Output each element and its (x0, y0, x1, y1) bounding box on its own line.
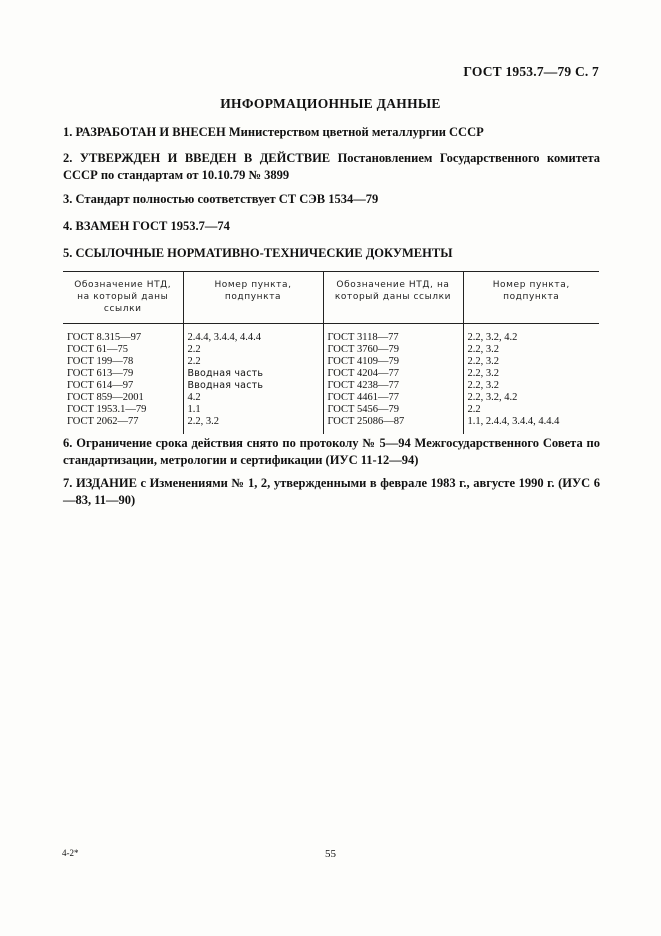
cell-ntd-right: ГОСТ 3760—79 (323, 344, 463, 356)
section-title: ИНФОРМАЦИОННЫЕ ДАННЫЕ (220, 96, 441, 111)
info-item-4: 4. ВЗАМЕН ГОСТ 1953.7—74 (63, 219, 230, 233)
cell-ntd-left: ГОСТ 859—2001 (63, 392, 183, 404)
cell-clause-right: 2.2, 3.2 (467, 356, 499, 367)
cell-ntd-left: ГОСТ 1953.1—79 (63, 404, 183, 416)
cell-clause-left: 2.2 (183, 344, 323, 356)
cell-clause-right: 1.1, 2.4.4, 3.4.4, 4.4.4 (467, 416, 560, 427)
cell-clause-right: 2.2, 3.2, 4.2 (467, 392, 518, 403)
cell-ntd-right: ГОСТ 25086—87 (323, 416, 463, 434)
cell-ntd-right: ГОСТ 4204—77 (323, 368, 463, 380)
col-header-ntd-right: Обозначение НТД, на который даны ссылки (323, 272, 463, 324)
cell-clause-right: 2.2, 3.2 (467, 344, 499, 355)
table-row (63, 392, 599, 404)
cell-clause-left: Вводная часть (183, 368, 323, 380)
cell-ntd-left: ГОСТ 8.315—97 (63, 324, 183, 345)
table-row (63, 344, 599, 356)
info-item-6: 6. Ограничение срока действия снято по протоколу № 5—94 Межгосударственного Совета по стандартизации, метрологии и сертификации (ИУС 11-12—94) (63, 436, 600, 467)
cell-clause-left: 1.1 (183, 404, 323, 416)
cell-clause-left: 2.2 (183, 356, 323, 368)
cell-ntd-right: ГОСТ 4238—77 (323, 380, 463, 392)
cell-ntd-left: ГОСТ 199—78 (63, 356, 183, 368)
info-item-5: 5. ССЫЛОЧНЫЕ НОРМАТИВНО-ТЕХНИЧЕСКИЕ ДОКУМЕНТЫ (63, 246, 453, 260)
cell-clause-right: 2.2, 3.2 (467, 368, 499, 379)
table-row (63, 356, 599, 368)
table-row (63, 416, 599, 434)
col-header-clause-left: Номер пункта, подпункта (183, 272, 323, 324)
table-header-row (63, 272, 599, 324)
cell-ntd-right: ГОСТ 5456—79 (323, 404, 463, 416)
table-row (63, 380, 599, 392)
page-number: 55 (325, 848, 336, 860)
table-row (63, 404, 599, 416)
cell-ntd-left: ГОСТ 61—75 (63, 344, 183, 356)
cell-clause-left: Вводная часть (183, 380, 323, 392)
info-item-3: 3. Стандарт полностью соответствует СТ СЭВ 1534—79 (63, 192, 379, 206)
cell-clause-right: 2.2, 3.2, 4.2 (467, 332, 518, 343)
table-row (63, 368, 599, 380)
table-row (63, 324, 599, 345)
cell-ntd-left: ГОСТ 2062—77 (63, 416, 183, 434)
cell-ntd-right: ГОСТ 4461—77 (323, 392, 463, 404)
info-item-2: 2. УТВЕРЖДЕН И ВВЕДЕН В ДЕЙСТВИЕ Постановлением Государственного комитета СССР по стандартам от 10.10.79 № 3899 (63, 151, 600, 182)
cell-clause-right: 2.2 (467, 404, 481, 415)
cell-ntd-right: ГОСТ 4109—79 (323, 356, 463, 368)
col-header-clause-right: Номер пункта, подпункта (492, 280, 570, 302)
table-body (63, 324, 599, 435)
cell-ntd-left: ГОСТ 614—97 (63, 380, 183, 392)
cell-clause-right: 2.2, 3.2 (467, 380, 499, 391)
footnote-mark: 4-2* (62, 848, 79, 858)
cell-ntd-right: ГОСТ 3118—77 (323, 324, 463, 345)
info-item-7: 7. ИЗДАНИЕ с Изменениями № 1, 2, утвержденными в феврале 1983 г., августе 1990 г. (ИУС 6—83, 11—90) (63, 476, 600, 507)
cell-clause-left: 4.2 (183, 392, 323, 404)
cell-ntd-left: ГОСТ 613—79 (63, 368, 183, 380)
page-header: ГОСТ 1953.7—79 С. 7 (463, 64, 599, 79)
col-header-ntd-left: Обозначение НТД, на который даны ссылки (63, 272, 183, 324)
cell-clause-left: 2.2, 3.2 (183, 416, 323, 434)
info-item-1: 1. РАЗРАБОТАН И ВНЕСЕН Министерством цветной металлургии СССР (63, 125, 484, 139)
references-table (63, 271, 599, 434)
cell-clause-left: 2.4.4, 3.4.4, 4.4.4 (183, 324, 323, 345)
